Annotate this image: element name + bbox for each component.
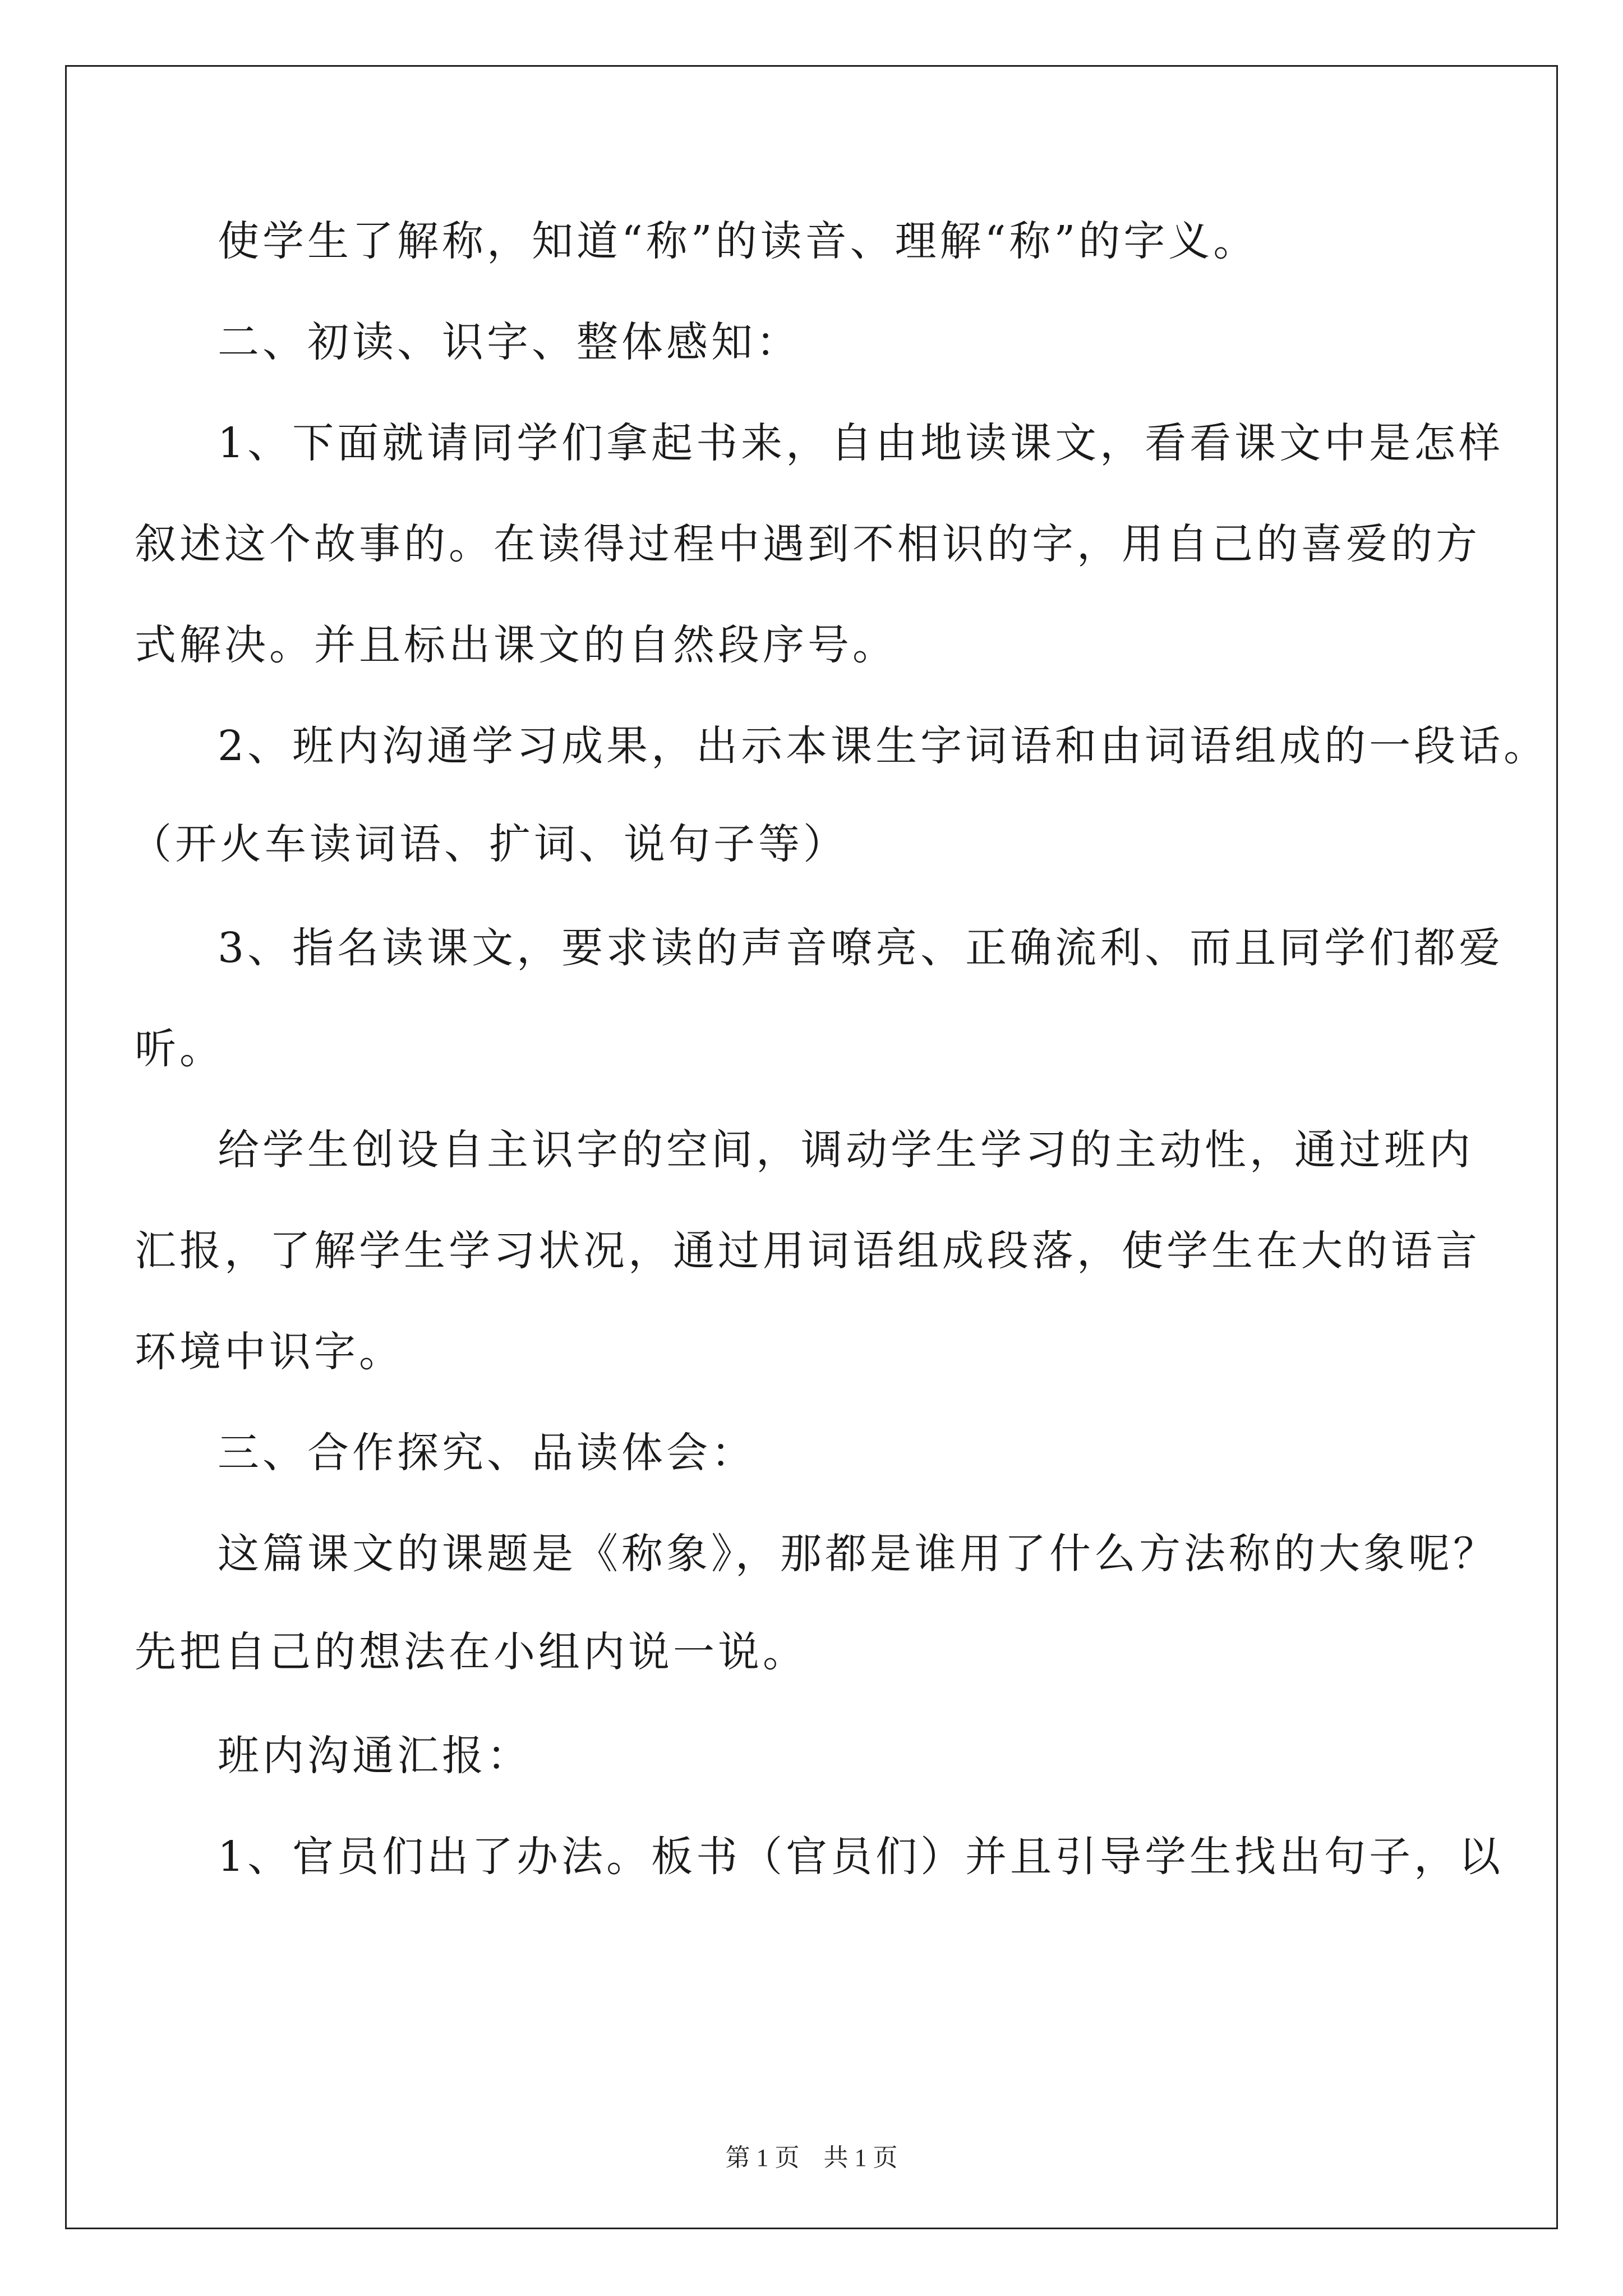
paragraph-line: 1、官员们出了办法。板书（官员们）并且引导学生找出句子，以 <box>218 1833 1504 1881</box>
total-pages: 共 1 页 <box>823 2144 898 2171</box>
paragraph-line: 听。 <box>135 1025 224 1073</box>
paragraph-line: 3、指名读课文，要求读的声音嘹亮、正确流利、而且同学们都爱 <box>218 924 1504 972</box>
paragraph-line: （开火车读词语、扩词、说句子等） <box>130 820 848 868</box>
paragraph-line: 班内沟通汇报： <box>218 1732 532 1780</box>
paragraph-line: 2、班内沟通学习成果，出示本课生字词语和由词语组成的一段话。 <box>218 722 1549 770</box>
paragraph-line: 1、下面就请同学们拿起书来，自由地读课文，看看课文中是怎样 <box>218 419 1504 467</box>
paragraph-line: 汇报，了解学生学习状况，通过用词语组成段落，使学生在大的语言 <box>135 1227 1481 1275</box>
paragraph-line: 式解决。并且标出课文的自然段序号。 <box>135 621 897 669</box>
paragraph-line: 叙述这个故事的。在读得过程中遇到不相识的字，用自己的喜爱的方 <box>135 520 1481 568</box>
page-footer <box>0 2137 1623 2173</box>
paragraph-line: 环境中识字。 <box>135 1328 404 1376</box>
paragraph-line: 先把自己的想法在小组内说一说。 <box>135 1628 808 1676</box>
section-heading: 三、合作探究、品读体会： <box>218 1429 756 1477</box>
section-heading: 二、初读、识字、整体感知： <box>218 318 801 366</box>
paragraph-line: 给学生创设自主识字的空间，调动学生学习的主动性，通过班内 <box>218 1126 1474 1174</box>
page-number: 第 1 页 <box>725 2144 800 2171</box>
paragraph-line: 使学生了解称，知道“称”的读音、理解“称”的字义。 <box>218 217 1258 265</box>
paragraph-line: 这篇课文的课题是《称象》，那都是谁用了什么方法称的大象呢？ <box>218 1530 1498 1578</box>
